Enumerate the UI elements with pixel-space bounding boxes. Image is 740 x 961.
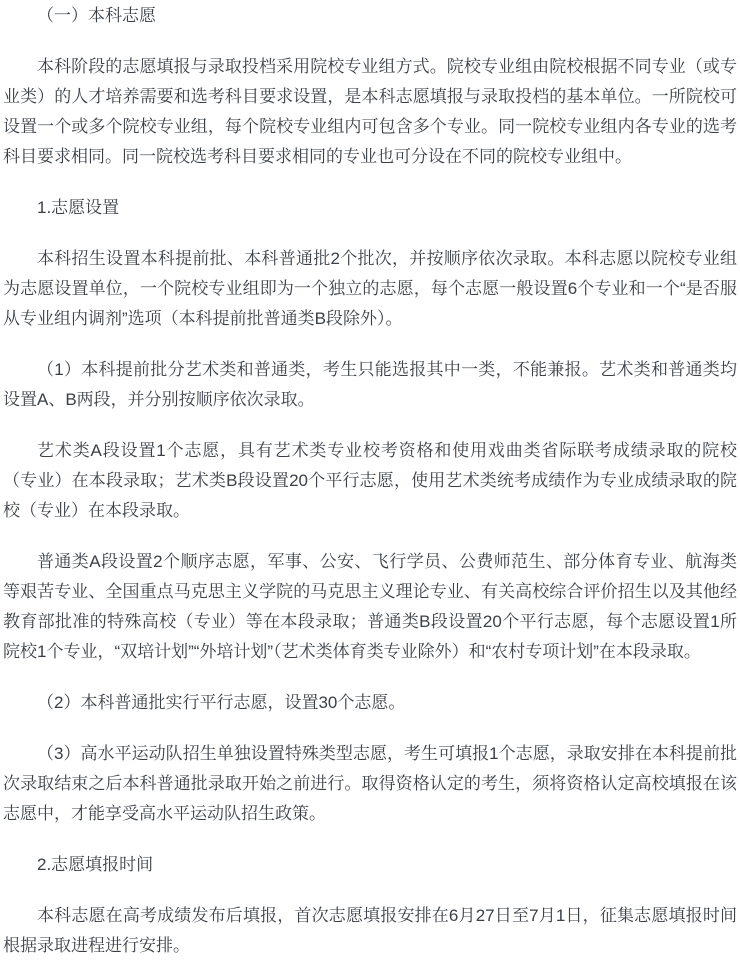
paragraph: 本科阶段的志愿填报与录取投档采用院校专业组方式。院校专业组由院校根据不同专业（或专业类）的人才培养需要和选考科目要求设置，是本科志愿填报与录取投档的基本单位。一所院校可设置一个或多个院校专业组，每个院校专业组内可包含多个专业。同一院校专业组内各专业的选考科目要求相同。同一院校选考科目要求相同的专业也可分设在不同的院校专业组中。 xyxy=(3,57,737,166)
section-heading: 2.志愿填报时间 xyxy=(37,855,154,874)
paragraph: （2）本科普通批实行平行志愿，设置30个志愿。 xyxy=(37,693,406,712)
paragraph: （3）高水平运动队招生单独设置特殊类型志愿，考生可填报1个志愿，录取安排在本科提前批次录取结束之后本科普通批录取开始之前进行。取得资格认定的考生，须将资格认定高校填报在该志愿中，才能享受高水平运动队招生政策。 xyxy=(3,744,737,823)
paragraph: 普通类A段设置2个顺序志愿，军事、公安、飞行学员、公费师范生、部分体育专业、航海类等艰苦专业、全国重点马克思主义学院的马克思主义理论专业、有关高校综合评价招生以及其他经教育部批准的特殊高校（专业）等在本段录取；普通类B段设置20个平行志愿，每个志愿设置1所院校1个专业，“双培计划”“外培计划”（艺术类体育类专业除外）和“农村专项计划”在本段录取。 xyxy=(3,552,737,661)
section-heading: （一）本科志愿 xyxy=(37,6,156,25)
paragraph: 本科志愿在高考成绩发布后填报，首次志愿填报安排在6月27日至7月1日，征集志愿填报时间根据录取进程进行安排。 xyxy=(3,906,737,955)
paragraph: 本科招生设置本科提前批、本科普通批2个批次，并按顺序依次录取。本科志愿以院校专业组为志愿设置单位，一个院校专业组即为一个独立的志愿，每个志愿一般设置6个专业和一个“是否服从专业组内调剂”选项（本科提前批普通类B段除外）。 xyxy=(3,249,737,328)
paragraph: （1）本科提前批分艺术类和普通类，考生只能选报其中一类，不能兼报。艺术类和普通类均设置A、B两段，并分别按顺序依次录取。 xyxy=(3,360,737,409)
section-heading: 1.志愿设置 xyxy=(37,198,120,217)
paragraph: 艺术类A段设置1个志愿，具有艺术类专业校考资格和使用戏曲类省际联考成绩录取的院校（专业）在本段录取；艺术类B段设置20个平行志愿，使用艺术类统考成绩作为专业成绩录取的院校（专业）在本段录取。 xyxy=(3,441,737,520)
